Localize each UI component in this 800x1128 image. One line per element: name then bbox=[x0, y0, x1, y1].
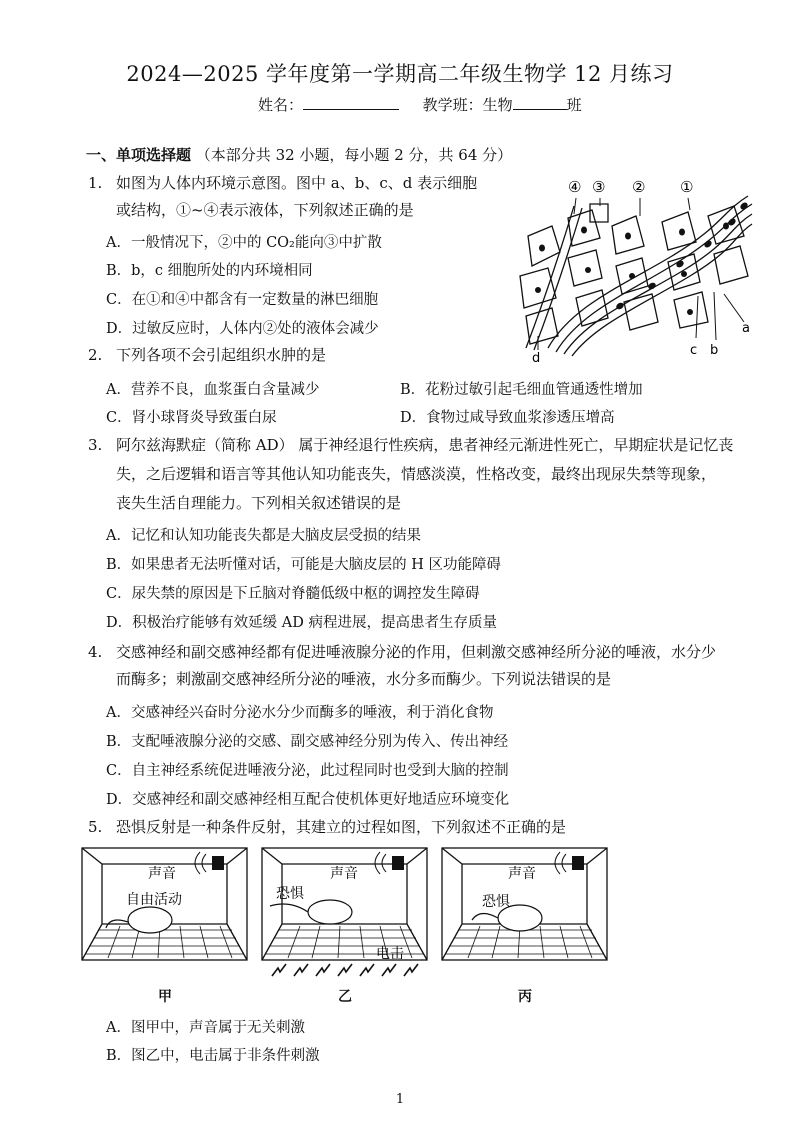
question-number: 1. bbox=[88, 174, 103, 192]
panel-1-sound-label: 声音 bbox=[148, 866, 176, 882]
question-1-option-a[interactable]: A．一般情况下，②中的 CO₂能向③中扩散 bbox=[106, 235, 382, 251]
question-5-number: 5. bbox=[88, 818, 103, 836]
question-5-stem: 恐惧反射是一种条件反射，其建立的过程如图，下列叙述不正确的是 bbox=[116, 818, 567, 836]
question-4-option-b[interactable]: B．支配唾液腺分泌的交感、副交感神经分别为传入、传出神经 bbox=[106, 734, 509, 750]
panel-3-sound-label: 声音 bbox=[508, 866, 536, 882]
section-heading bbox=[86, 144, 512, 165]
caption-bing: 丙 bbox=[518, 989, 532, 1005]
panel-3-fear-label: 恐惧 bbox=[482, 894, 510, 910]
panel-2-fear-label: 恐惧 bbox=[276, 886, 304, 902]
label-d: d bbox=[532, 351, 541, 364]
question-4-number: 4. bbox=[88, 643, 103, 661]
question-5-option-b[interactable]: B．图乙中，电击属于非条件刺激 bbox=[106, 1048, 320, 1064]
fear-conditioning-figure bbox=[80, 846, 615, 978]
question-3-stem-line-1: 阿尔兹海默症（简称 AD） 属于神经退行性疾病，患者神经元渐进性死亡，早期症状是记忆丧 bbox=[116, 436, 734, 454]
panel-2-sound-label: 声音 bbox=[330, 866, 358, 882]
panel-1-activity-label: 自由活动 bbox=[126, 892, 182, 908]
question-1-option-d[interactable]: D．过敏反应时，人体内②处的液体会减少 bbox=[106, 321, 379, 337]
section-title: 一、单项选择题 bbox=[86, 146, 192, 164]
question-2-option-d[interactable]: D．食物过咸导致血浆渗透压增高 bbox=[400, 410, 615, 426]
question-4-stem-line-1: 交感神经和副交感神经都有促进唾液腺分泌的作用，但刺激交感神经所分泌的唾液，水分少 bbox=[116, 643, 717, 661]
name-label: 姓名： bbox=[258, 96, 304, 114]
question-2-option-c[interactable]: C．肾小球肾炎导致蛋白尿 bbox=[106, 410, 277, 426]
question-1-option-c[interactable]: C．在①和④中都含有一定数量的淋巴细胞 bbox=[106, 292, 379, 308]
question-3-option-c[interactable]: C．尿失禁的原因是下丘脑对脊髓低级中枢的调控发生障碍 bbox=[106, 586, 480, 602]
class-blank[interactable] bbox=[513, 95, 567, 110]
question-2-option-b[interactable]: B．花粉过敏引起毛细血管通透性增加 bbox=[400, 382, 643, 398]
question-2-number: 2. bbox=[88, 346, 103, 364]
question-3-stem-line-3: 丧失生活自理能力。下列相关叙述错误的是 bbox=[116, 494, 402, 512]
label-b: b bbox=[710, 343, 719, 358]
question-1-option-b[interactable]: B．b，c 细胞所处的内环境相同 bbox=[106, 263, 313, 279]
question-2-option-a[interactable]: A．营养不良，血浆蛋白含量减少 bbox=[106, 382, 320, 398]
panel-2-shock-label: 电击 bbox=[376, 946, 404, 962]
page-title: 2024—2025 学年度第一学期高二年级生物学 12 月练习 bbox=[126, 62, 674, 86]
name-blank[interactable] bbox=[303, 95, 399, 110]
question-3-number: 3. bbox=[88, 436, 103, 454]
question-1 bbox=[88, 172, 102, 194]
question-4-option-c[interactable]: C．自主神经系统促进唾液分泌，此过程同时也受到大脑的控制 bbox=[106, 763, 509, 779]
page-number: 1 bbox=[395, 1092, 405, 1107]
tissue-diagram bbox=[512, 176, 756, 364]
student-info-line bbox=[258, 94, 582, 115]
question-1-stem-line-2: 或结构，①~④表示液体，下列叙述正确的是 bbox=[116, 201, 414, 219]
question-4-stem-line-2: 而酶多；刺激副交感神经所分泌的唾液，水分多而酶少。下列说法错误的是 bbox=[116, 670, 612, 688]
class-label: 教学班：生物 bbox=[422, 96, 513, 114]
question-3-stem-line-2: 失，之后逻辑和语言等其他认知功能丧失，情感淡漠，性格改变，最终出现尿失禁等现象， bbox=[116, 465, 717, 483]
section-note: （本部分共 32 小题，每小题 2 分，共 64 分） bbox=[195, 146, 513, 164]
label-1: ① bbox=[680, 178, 694, 196]
label-2: ② bbox=[632, 178, 646, 196]
question-3-option-d[interactable]: D．积极治疗能够有效延缓 AD 病程进展，提高患者生存质量 bbox=[106, 615, 497, 631]
question-3-option-a[interactable]: A．记忆和认知功能丧失都是大脑皮层受损的结果 bbox=[106, 528, 421, 544]
question-4-option-a[interactable]: A．交感神经兴奋时分泌水分少而酶多的唾液，利于消化食物 bbox=[106, 705, 494, 721]
question-1-stem-line-1: 如图为人体内环境示意图。图中 a、b、c、d 表示细胞 bbox=[116, 174, 478, 192]
caption-yi: 乙 bbox=[338, 989, 352, 1005]
question-3-option-b[interactable]: B．如果患者无法听懂对话，可能是大脑皮层的 H 区功能障碍 bbox=[106, 557, 502, 573]
label-a: a bbox=[742, 321, 750, 336]
question-4-option-d[interactable]: D．交感神经和副交感神经相互配合使机体更好地适应环境变化 bbox=[106, 792, 510, 808]
caption-jia: 甲 bbox=[158, 989, 172, 1005]
label-3: ③ bbox=[592, 178, 606, 196]
question-2-stem: 下列各项不会引起组织水肿的是 bbox=[116, 346, 327, 364]
label-4: ④ bbox=[568, 178, 582, 196]
label-c: c bbox=[690, 343, 698, 358]
question-5-option-a[interactable]: A．图甲中，声音属于无关刺激 bbox=[106, 1020, 305, 1036]
class-suffix: 班 bbox=[566, 96, 582, 114]
